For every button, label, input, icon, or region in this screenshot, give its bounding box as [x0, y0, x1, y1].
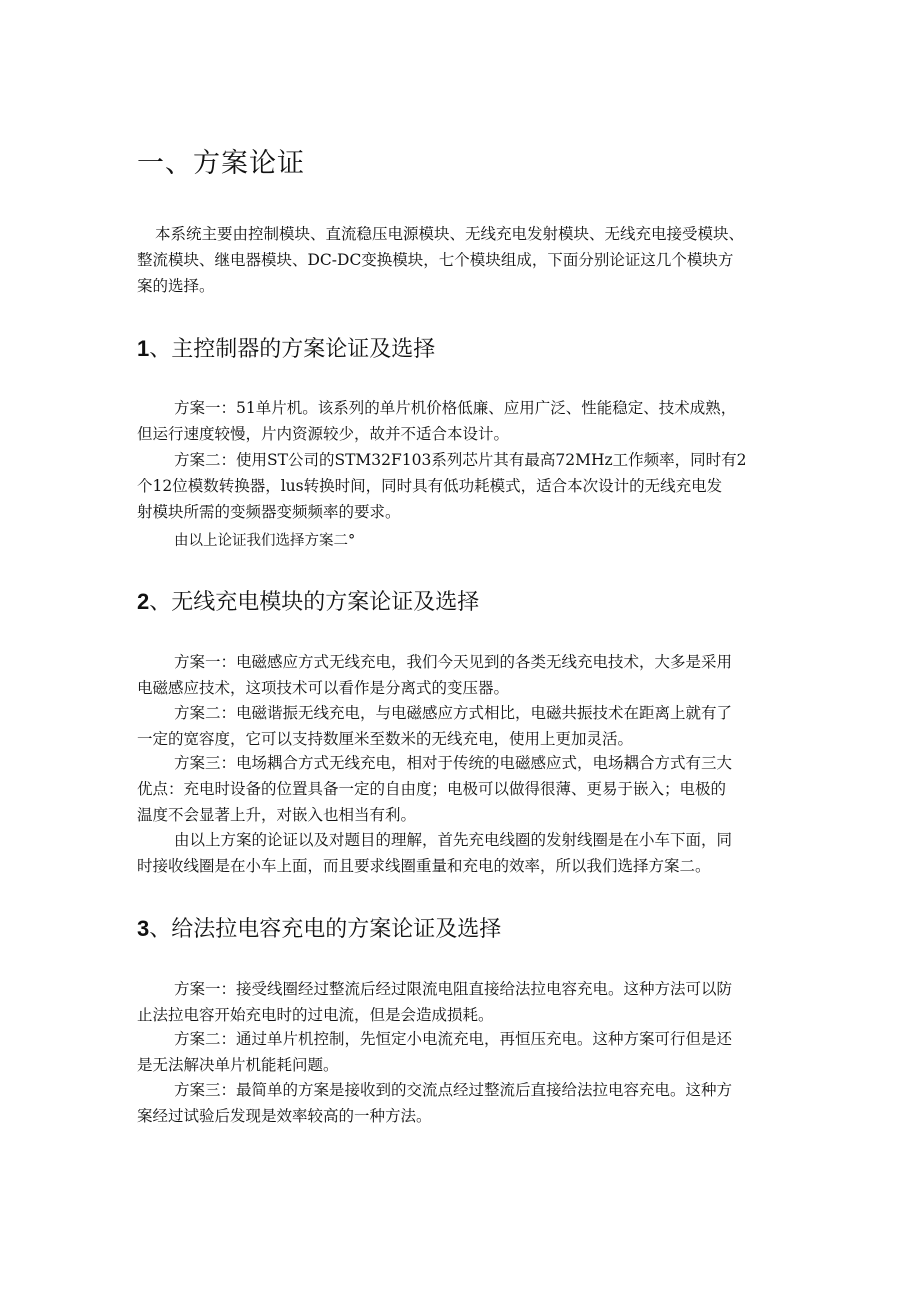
text-line: 方案三：电场耦合方式无线充电，相对于传统的电磁感应式，电场耦合方式有三大: [174, 754, 733, 772]
s3-option2-paragraph: [137, 1026, 797, 1078]
text-line: 温度不会显著上升，对嵌入也相当有利。: [137, 806, 417, 824]
s3-option1-paragraph: [137, 976, 797, 1028]
text-line: 方案一：接受线圈经过整流后经过限流电阻直接给法拉电容充电。这种方法可以防: [174, 980, 733, 998]
s1-option2-paragraph: [137, 447, 797, 525]
s1-conclusion-paragraph: [137, 528, 797, 554]
text-line: 但运行速度较慢，片内资源较少，故并不适合本设计。: [137, 425, 510, 443]
text-line: 案经过试验后发现是效率较高的一种方法。: [137, 1107, 432, 1125]
subsection-heading-1: [137, 334, 435, 365]
text-line: 个12位模数转换器，lus转换时间，同时具有低功耗模式，适合本次设计的无线充电发: [137, 477, 723, 495]
text-line: 方案二：通过单片机控制，先恒定小电流充电，再恒压充电。这种方案可行但是还: [174, 1030, 733, 1048]
s2-conclusion-paragraph: [137, 827, 797, 879]
s2-option2-paragraph: [137, 700, 797, 752]
intro-paragraph: [137, 221, 797, 299]
s2-option1-paragraph: [137, 649, 797, 701]
text-line: 本系统主要由控制模块、直流稳压电源模块、无线充电发射模块、无线充电接受模块、: [155, 225, 745, 243]
s1-option1-paragraph: [137, 395, 797, 447]
text-line: 射模块所需的变频器变频频率的要求。: [137, 503, 401, 521]
heading-number: 2: [137, 589, 150, 614]
text-line: 由以上方案的论证以及对题目的理解，首先充电线圈的发射线圈是在小车下面，同: [174, 831, 733, 849]
text-line: 方案二：电磁谐振无线充电，与电磁感应方式相比，电磁共振技术在距离上就有了: [174, 704, 733, 722]
text-line: 案的选择。: [137, 277, 215, 295]
subsection-heading-3: [137, 914, 501, 945]
subsection-heading-2: [137, 587, 479, 618]
text-line: 止法拉电容开始充电时的过电流，但是会造成损耗。: [137, 1006, 494, 1024]
text-line: 方案三：最简单的方案是接收到的交流点经过整流后直接给法拉电容充电。这种方: [174, 1081, 733, 1099]
heading-number: 1: [137, 336, 150, 361]
text-line: 电磁感应技术，这项技术可以看作是分离式的变压器。: [137, 679, 510, 697]
text-line: 方案二：使用ST公司的STM32F103系列芯片其有最高72MHz工作频率，同时有2: [174, 451, 747, 469]
s3-option3-paragraph: [137, 1077, 797, 1129]
heading-text: 、无线充电模块的方案论证及选择: [149, 590, 480, 615]
text-line: 一定的宽容度，它可以支持数厘米至数米的无线充电，使用上更加灵活。: [137, 730, 634, 748]
heading-text: 、给法拉电容充电的方案论证及选择: [149, 917, 502, 942]
text-line: 整流模块、继电器模块、DC-DC变换模块，七个模块组成，下面分别论证这几个模块方: [137, 251, 734, 269]
section-title: 一、方案论证: [137, 148, 305, 179]
text-line: 优点：充电时设备的位置具备一定的自由度；电极可以做得很薄、更易于嵌入；电极的: [137, 780, 727, 798]
text-line: 是无法解决单片机能耗问题。: [137, 1056, 339, 1074]
text-line: 方案一：51单片机。该系列的单片机价格低廉、应用广泛、性能稳定、技术成熟，: [174, 399, 737, 417]
text-line: 方案一：电磁感应方式无线充电，我们今天见到的各类无线充电技术，大多是采用: [174, 653, 733, 671]
heading-number: 3: [137, 916, 150, 941]
heading-text: 、主控制器的方案论证及选择: [149, 337, 436, 362]
text-line: 由以上论证我们选择方案二°: [174, 533, 356, 549]
s2-option3-paragraph: [137, 750, 797, 828]
text-line: 时接收线圈是在小车上面，而且要求线圈重量和充电的效率，所以我们选择方案二。: [137, 857, 711, 875]
